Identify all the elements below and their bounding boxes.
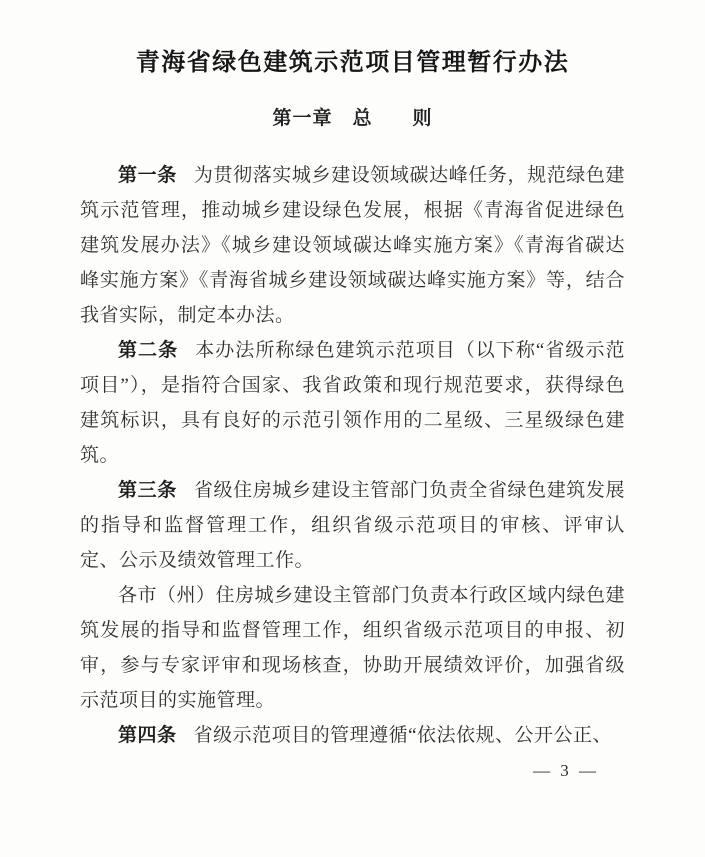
document-body bbox=[80, 158, 625, 753]
article-label: 第三条 bbox=[118, 480, 177, 501]
paragraph bbox=[80, 473, 625, 578]
chapter-heading: 第一章 总 则 bbox=[272, 108, 433, 129]
paragraph-text: 各市（州）住房城乡建设主管部门负责本行政区域内绿色建筑发展的指导和监督管理工作，组织省级示范项目的申报、初审，参与专家评审和现场核查，协助开展绩效评价，加强省级示范项目的实施管理。 bbox=[80, 585, 626, 711]
paragraph bbox=[80, 333, 625, 473]
paragraph bbox=[80, 578, 625, 718]
paragraph-text: 为贯彻落实城乡建设领域碳达峰任务，规范绿色建筑示范管理，推动城乡建设绿色发展，根据《青海省促进绿色建筑发展办法》《城乡建设领域碳达峰实施方案》《青海省碳达峰实施方案》《青海省城乡建设领域碳达峰实施方案》等，结合我省实际，制定本办法。 bbox=[80, 165, 625, 326]
article-label: 第一条 bbox=[118, 165, 177, 186]
article-label: 第二条 bbox=[118, 340, 179, 361]
paragraph-text: 省级住房城乡建设主管部门负责全省绿色建筑发展的指导和监督管理工作，组织省级示范项目的审核、评审认定、公示及绩效管理工作。 bbox=[80, 480, 625, 571]
paragraph-text: 本办法所称绿色建筑示范项目（以下称“省级示范项目”），是指符合国家、我省政策和现行规范要求，获得绿色建筑标识，具有良好的示范引领作用的二星级、三星级绿色建筑。 bbox=[80, 340, 625, 466]
page-number: — 3 — bbox=[533, 761, 599, 780]
document-title: 青海省绿色建筑示范项目管理暂行办法 bbox=[135, 50, 570, 76]
paragraph-text: 省级示范项目的管理遵循“依法依规、公开公正、 bbox=[193, 725, 613, 746]
article-label: 第四条 bbox=[118, 725, 177, 746]
paragraph bbox=[80, 158, 625, 333]
paragraph bbox=[80, 718, 625, 753]
